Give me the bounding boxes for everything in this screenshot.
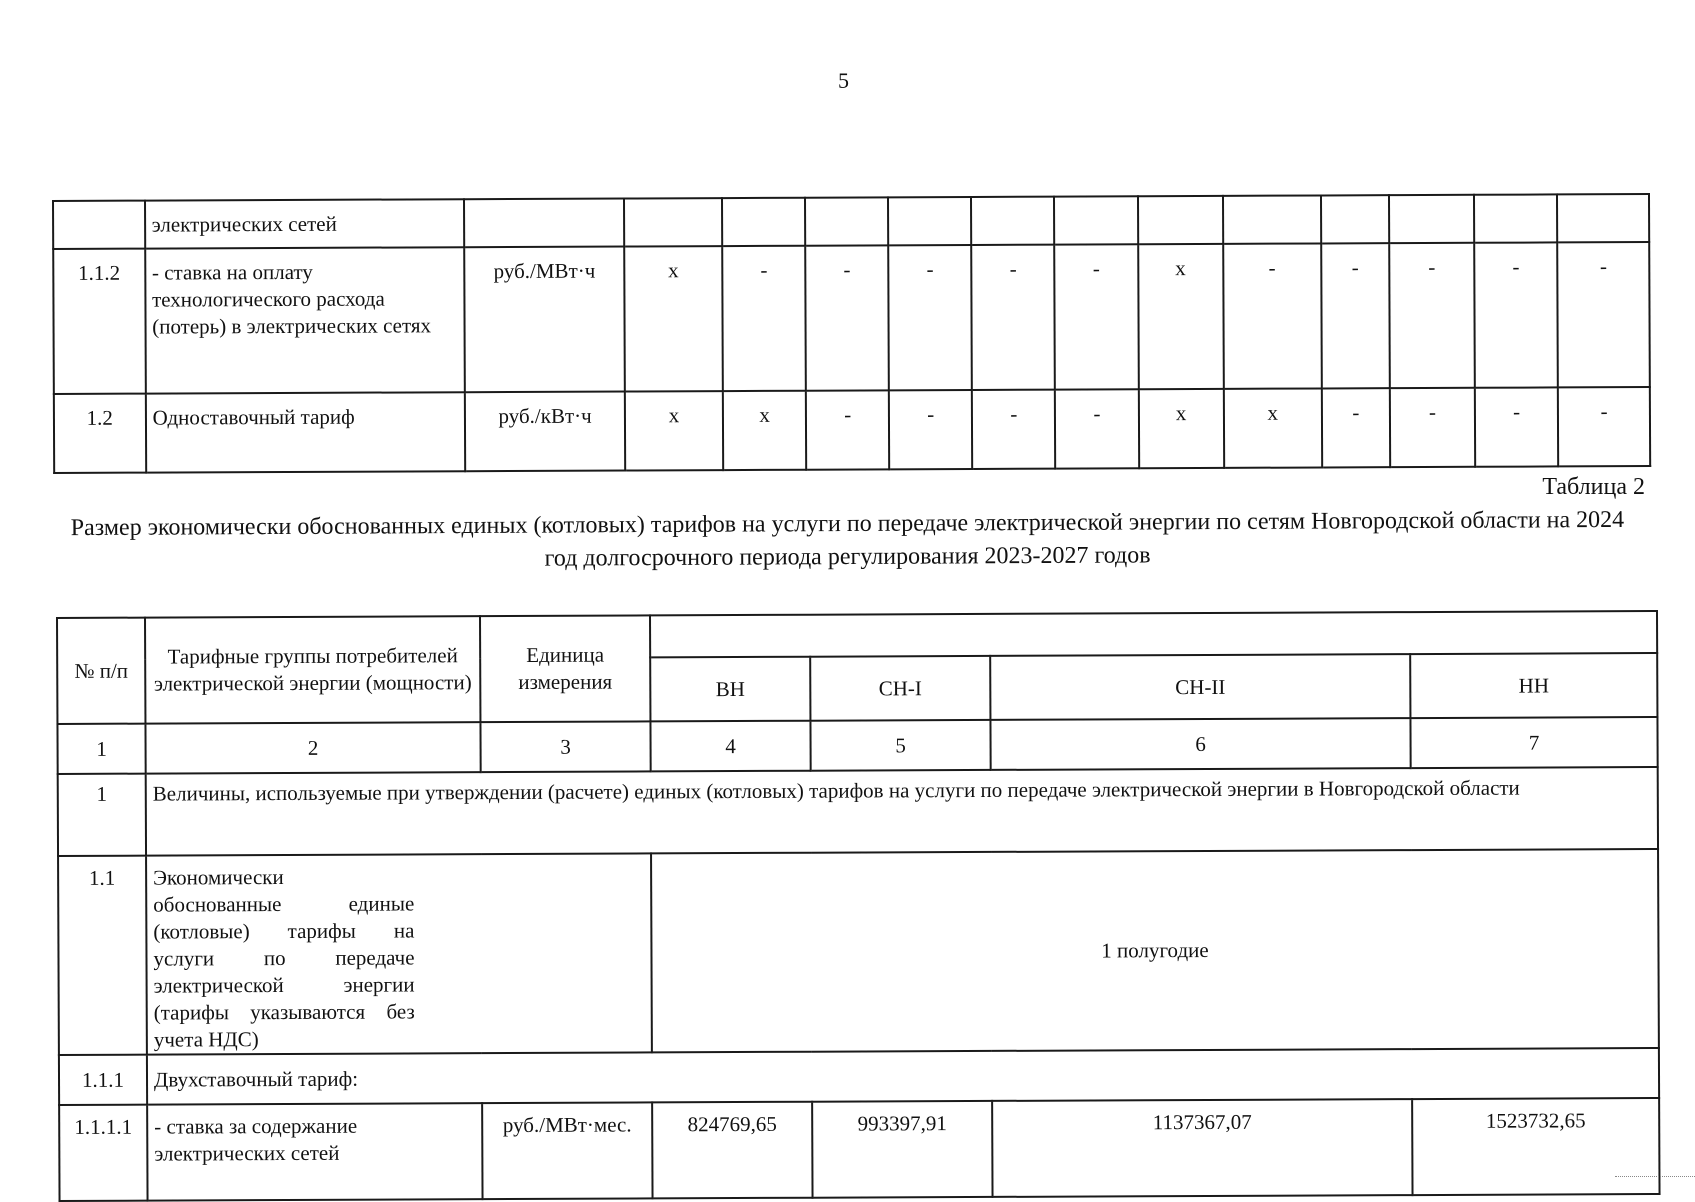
row-unit (464, 199, 624, 248)
table-cell (1138, 196, 1223, 244)
header-level-vn: ВН (650, 657, 810, 722)
table-cell (1389, 195, 1474, 243)
row-name: Одноставочный тариф (145, 392, 465, 472)
header-unit: Единица измерения (480, 615, 650, 722)
table-cell: - (805, 245, 889, 390)
column-number: 2 (145, 722, 480, 773)
table-row (58, 767, 1658, 856)
header-level-sn1: СН-I (810, 656, 990, 721)
table-cell (624, 198, 722, 246)
table-cell: - (1475, 387, 1558, 466)
table-cell: x (723, 391, 806, 470)
column-number: 7 (1410, 717, 1657, 768)
table-cell: - (1474, 242, 1558, 387)
section-text: Величины, используемые при утверждении (расчете) единых (котловых) тарифов на услуги по передаче электрической энергии в Новгородской области (146, 767, 1658, 856)
column-number: 3 (480, 721, 650, 772)
row-number: 1.1.1 (59, 1055, 147, 1105)
table-cell: - (1322, 388, 1391, 467)
table-cell: x (625, 391, 723, 470)
header-level-sn2: СН-II (990, 654, 1410, 720)
row-text: - ставка за содержание электрических сетей (147, 1103, 482, 1200)
row-name: электрических сетей (145, 199, 465, 248)
table-row (58, 849, 1659, 1055)
table-cell: - (972, 390, 1055, 469)
table-row (59, 1048, 1659, 1105)
table-cell: x (1138, 244, 1224, 389)
table-cell (1223, 195, 1321, 243)
table-cell (888, 197, 971, 245)
row-unit: руб./МВт·мес. (482, 1102, 652, 1199)
value-nn: 1523732,65 (1412, 1098, 1659, 1195)
row-unit: руб./кВт·ч (465, 392, 625, 472)
table-cell (1321, 195, 1389, 243)
table-cell: - (806, 390, 889, 469)
row-number: 1.1.1.1 (59, 1105, 147, 1201)
table-row (54, 387, 1650, 473)
column-number: 6 (990, 718, 1410, 770)
table-cell: - (1055, 244, 1139, 389)
header-level-nn: НН (1410, 653, 1657, 718)
row-number: 1 (58, 774, 146, 856)
table-header-row (57, 611, 1657, 660)
header-group: Тарифные группы потребителей электрической энергии (мощности) (145, 616, 480, 723)
scan-edge-mark (1615, 1176, 1695, 1179)
table-cell (1557, 194, 1649, 242)
header-levels-group (650, 611, 1657, 657)
table-cell: - (1321, 243, 1390, 388)
table-row (53, 194, 1649, 249)
column-numbers-row (57, 717, 1657, 774)
row-number: 1.2 (54, 394, 146, 473)
tariff-table-continued (52, 193, 1651, 474)
table-cell: - (1557, 242, 1649, 387)
table-cell (805, 197, 888, 245)
table-cell: - (1390, 388, 1476, 467)
row-number: 1.1.2 (53, 249, 145, 394)
row-number (53, 201, 145, 249)
row-number: 1.1 (58, 856, 147, 1055)
table-title: Размер экономически обоснованных единых (котловых) тарифов на услуги по передаче электрической энергии по сетям Новгородской области на 2024 год долгосрочного периода регулирования 2023-2027 годов (70, 506, 1625, 572)
tariff-table (56, 610, 1661, 1202)
table-row (59, 1098, 1659, 1201)
table-cell: - (1055, 389, 1138, 468)
row-text: Двухставочный тариф: (147, 1048, 1659, 1105)
table-cell: - (972, 245, 1056, 390)
period-label: 1 полугодие (651, 849, 1659, 1052)
table-cell: - (1558, 387, 1650, 466)
table-caption: Таблица 2 (1542, 474, 1645, 500)
table-cell (722, 198, 805, 246)
table-cell: - (722, 246, 806, 391)
value-vn: 824769,65 (652, 1102, 812, 1199)
value-sn2: 1137367,07 (992, 1099, 1412, 1197)
column-number: 5 (810, 720, 990, 771)
table-cell: - (1223, 243, 1322, 388)
column-number: 4 (650, 721, 810, 772)
row-text: Экономически обоснованные единые (котловые) тарифы на услуги по передаче электрической энергии (тарифы указываются без учета НДС) (146, 853, 652, 1054)
row-name: - ставка на оплату технологического расхода (потерь) в электрических сетях (145, 247, 465, 393)
table-cell: x (624, 246, 723, 391)
table-row (53, 242, 1650, 394)
table-cell: x (1138, 389, 1224, 468)
table-cell: - (888, 245, 972, 390)
table-cell (971, 197, 1054, 245)
value-sn1: 993397,91 (812, 1101, 992, 1198)
table-cell: - (889, 390, 972, 469)
table-cell (1474, 194, 1557, 242)
table-cell (1054, 196, 1137, 244)
row-unit: руб./МВт·ч (464, 247, 624, 393)
column-number: 1 (57, 724, 145, 774)
header-num: № п/п (57, 618, 145, 724)
table-cell: - (1389, 243, 1475, 388)
table-cell: x (1224, 388, 1322, 467)
page-number: 5 (838, 68, 849, 93)
